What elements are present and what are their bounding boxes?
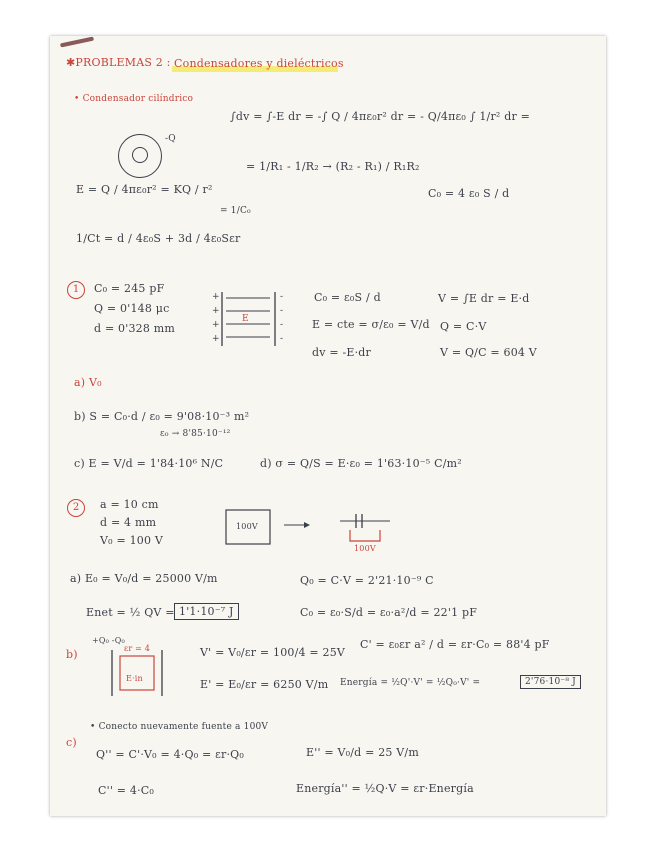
integral-line: ∫dv = ∫-E dr = -∫ Q / 4πε₀r² dr = - Q/4πε₀ ∫ 1/r² dr = [230,110,531,123]
p2-given-1: a = 10 cm [100,498,159,511]
p1-plus-2: + [212,306,220,316]
p2b-diel: εr = 4 [124,644,151,653]
p2a-energy-label: Enet = ½ QV = [86,606,175,619]
p1-given-3: d = 0'328 mm [94,322,176,335]
p2-source-bracket [350,530,380,541]
p2-given-3: V₀ = 100 V [100,534,163,547]
p2c-charge: Q'' = C'·V₀ = 4·Q₀ = εr·Q₀ [96,748,244,761]
page-subtitle: Condensadores y dieléctricos [174,57,344,70]
c0-inverse: = 1/C₀ [220,206,251,216]
p1-potential-2: Q = C·V [440,320,487,333]
p2a-energy-value: 1'1·10⁻⁷ J [174,603,239,620]
p1-minus-2: - [280,306,284,316]
p1-part-a: a) V₀ [74,376,102,389]
p1-formula-2: E = cte = σ/ε₀ = V/d [312,318,430,331]
capacitor-diagrams [50,36,606,816]
p2-battery-label: 100V [236,522,258,531]
page-title: ✱PROBLEMAS 2 : [66,56,171,69]
p2a-capacitance: C₀ = ε₀·S/d = ε₀·a²/d = 22'1 pF [300,606,478,619]
p2c-field: E'' = V₀/d = 25 V/m [306,746,419,759]
p1-potential-3: V = Q/C = 604 V [440,346,537,359]
p1-part-c: c) E = V/d = 1'84·10⁶ N/C [74,457,224,470]
p2b-charges: +Q₀ -Q₀ [92,636,125,645]
p1-formula-1: C₀ = ε₀S / d [314,291,381,304]
p2b-energy: Energía = ½Q'·V' = ½Q₀·V' = [340,678,481,688]
cylinder-charge: -Q [165,134,176,144]
p1-part-b: b) S = C₀·d / ε₀ = 9'08·10⁻³ m² [74,410,250,423]
p2b-potential: V' = V₀/εr = 100/4 = 25V [200,646,346,659]
p2b-field: E' = E₀/εr = 6250 V/m [200,678,329,691]
ct-line: 1/Ct = d / 4ε₀S + 3d / 4ε₀Sεr [76,232,241,245]
p2b-energy-value: 2'76·10⁻⁸ J [520,675,581,689]
p1-given-2: Q = 0'148 μc [94,302,170,315]
problem-2-number: 2 [67,499,85,517]
p2b-dielectric-slab [120,656,154,690]
p1-plus-1: + [212,292,220,302]
p2c-note: • Conecto nuevamente fuente a 100V [90,722,269,732]
p2b-inner: E·in [126,674,143,683]
intro-label: • Condensador cilíndrico [74,94,194,104]
p2-part-b-label: b) [66,648,78,661]
p1-minus-4: - [280,334,284,344]
p2-battery-label-2: 100V [354,544,376,553]
p2a-field: a) E₀ = V₀/d = 25000 V/m [70,572,218,585]
field-line: E = Q / 4πε₀r² = KQ / r² [76,183,213,196]
p2-given-2: d = 4 mm [100,516,157,529]
p1-minus-3: - [280,320,284,330]
c0-line: C₀ = 4 ε₀ S / d [428,187,510,200]
p1-given-1: C₀ = 245 pF [94,282,165,295]
p1-minus-1: - [280,292,284,302]
problem-1-number: 1 [67,281,85,299]
p1-part-b-eps: ε₀ → 8'85·10⁻¹² [160,429,231,439]
p1-potential-1: V = ∫E dr = E·d [438,292,530,305]
p2c-energy: Energía'' = ½Q·V = εr·Energía [296,782,474,795]
p1-plus-3: + [212,320,220,330]
p1-field-vector: E [242,314,249,324]
p2-part-c-label: c) [66,736,77,749]
p2b-capacitance: C' = ε₀εr a² / d = εr·C₀ = 88'4 pF [360,638,550,651]
p1-plus-4: + [212,334,220,344]
p1-formula-3: dv = -E·dr [312,346,372,359]
reciprocal-line: = 1/R₁ - 1/R₂ → (R₂ - R₁) / R₁R₂ [246,160,420,173]
p2-arrow-head [304,522,310,528]
p2a-charge: Q₀ = C·V = 2'21·10⁻⁹ C [300,574,434,587]
p1-part-d: d) σ = Q/S = E·ε₀ = 1'63·10⁻⁵ C/m² [260,457,462,470]
p2c-cap: C'' = 4·C₀ [98,784,154,797]
notebook-page [50,36,606,816]
